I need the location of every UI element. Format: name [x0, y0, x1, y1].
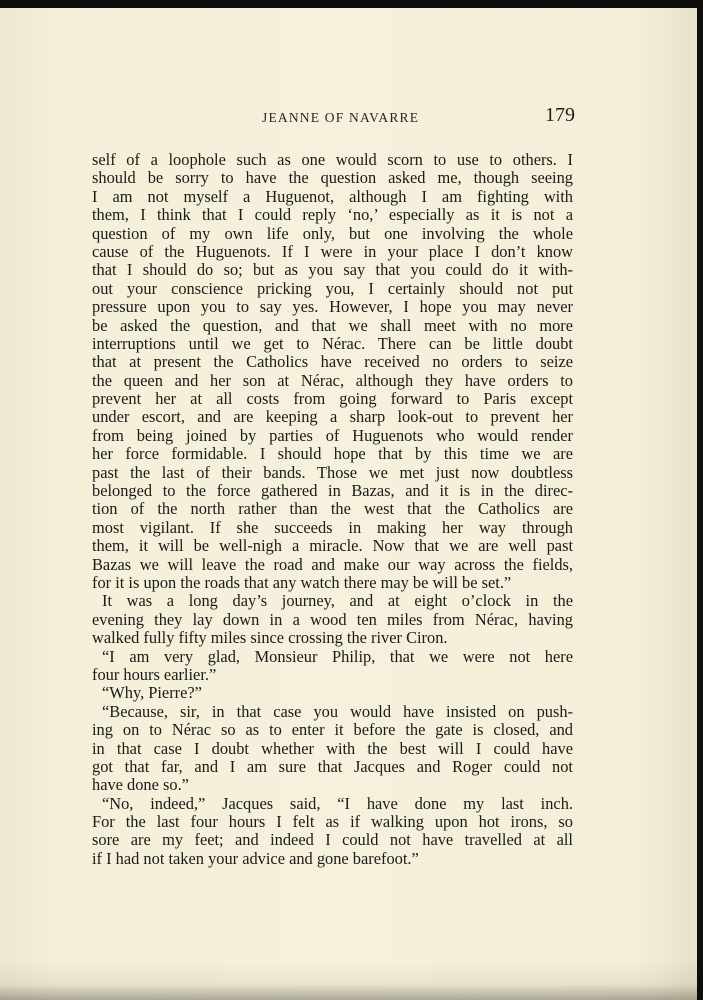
- text-line: the queen and her son at Nérac, although they have orders to: [92, 370, 573, 390]
- text-line: For the last four hours I felt as if walking upon hot irons, so: [92, 812, 573, 832]
- text-line: under escort, and are keeping a sharp look-out to prevent her: [92, 407, 573, 427]
- text-line: “I am very glad, Monsieur Philip, that we were not here: [102, 646, 573, 666]
- text-line: walked fully fifty miles since crossing the river Ciron.: [92, 628, 448, 648]
- page-number: 179: [545, 104, 575, 126]
- text-line: I am not myself a Huguenot, although I am fighting with: [92, 186, 573, 206]
- text-line: Bazas we will leave the road and make our way across the fields,: [92, 554, 573, 574]
- text-line: them, I think that I could reply ‘no,’ especially as it is not a: [92, 205, 573, 225]
- text-line: “Why, Pierre?”: [102, 683, 202, 703]
- text-line: “Because, sir, in that case you would have insisted on push-: [102, 701, 573, 721]
- book-page: [0, 8, 697, 1000]
- page-header: [92, 100, 575, 130]
- text-line: question of my own life only, but one involving the whole: [92, 223, 573, 243]
- text-line: evening they lay down in a wood ten miles from Nérac, having: [92, 609, 573, 629]
- text-line: sore are my feet; and indeed I could not have travelled at all: [92, 830, 573, 850]
- text-line: should be sorry to have the question asked me, though seeing: [92, 168, 573, 188]
- text-line: ing on to Nérac so as to enter it before the gate is closed, and: [92, 720, 573, 740]
- text-line: tion of the north rather than the west that the Catholics are: [92, 499, 573, 519]
- text-line: for it is upon the roads that any watch there may be will be set.”: [92, 572, 512, 592]
- text-line: It was a long day’s journey, and at eight o’clock in the: [102, 591, 573, 611]
- text-line: past the last of their bands. Those we met just now doubtless: [92, 462, 573, 482]
- text-line: from being joined by parties of Huguenots who would render: [92, 425, 573, 445]
- text-line: have done so.”: [92, 775, 189, 795]
- text-line: interruptions until we get to Nérac. There can be little doubt: [92, 333, 573, 353]
- text-line: if I had not taken your advice and gone barefoot.”: [92, 848, 419, 868]
- text-line: belonged to the force gathered in Bazas, and it is in the direc-: [92, 481, 573, 501]
- text-line: prevent her at all costs from going forward to Paris except: [92, 389, 573, 409]
- text-line: in that case I doubt whether with the best will I could have: [92, 738, 573, 758]
- text-line: cause of the Huguenots. If I were in your place I don’t know: [92, 241, 573, 261]
- text-line: “No, indeed,” Jacques said, “I have done my last inch.: [102, 793, 573, 813]
- text-line: that I should do so; but as you say that you could do it with-: [92, 260, 573, 280]
- text-line: out your conscience pricking you, I certainly should not put: [92, 278, 573, 298]
- text-line: that at present the Catholics have received no orders to seize: [92, 352, 573, 372]
- body-text: [92, 151, 573, 868]
- text-line: them, it will be well-nigh a miracle. Now that we are well past: [92, 536, 573, 556]
- text-line: be asked the question, and that we shall meet with no more: [92, 315, 573, 335]
- text-line: pressure upon you to say yes. However, I hope you may never: [92, 297, 573, 317]
- text-line: self of a loophole such as one would scorn to use to others. I: [92, 150, 573, 169]
- running-title: JEANNE OF NAVARRE: [262, 110, 420, 125]
- text-line: four hours earlier.”: [92, 664, 217, 684]
- text-line: her force formidable. I should hope that by this time we are: [92, 444, 573, 464]
- text-line: got that far, and I am sure that Jacques and Roger could not: [92, 756, 573, 776]
- text-line: most vigilant. If she succeeds in making her way through: [92, 517, 573, 537]
